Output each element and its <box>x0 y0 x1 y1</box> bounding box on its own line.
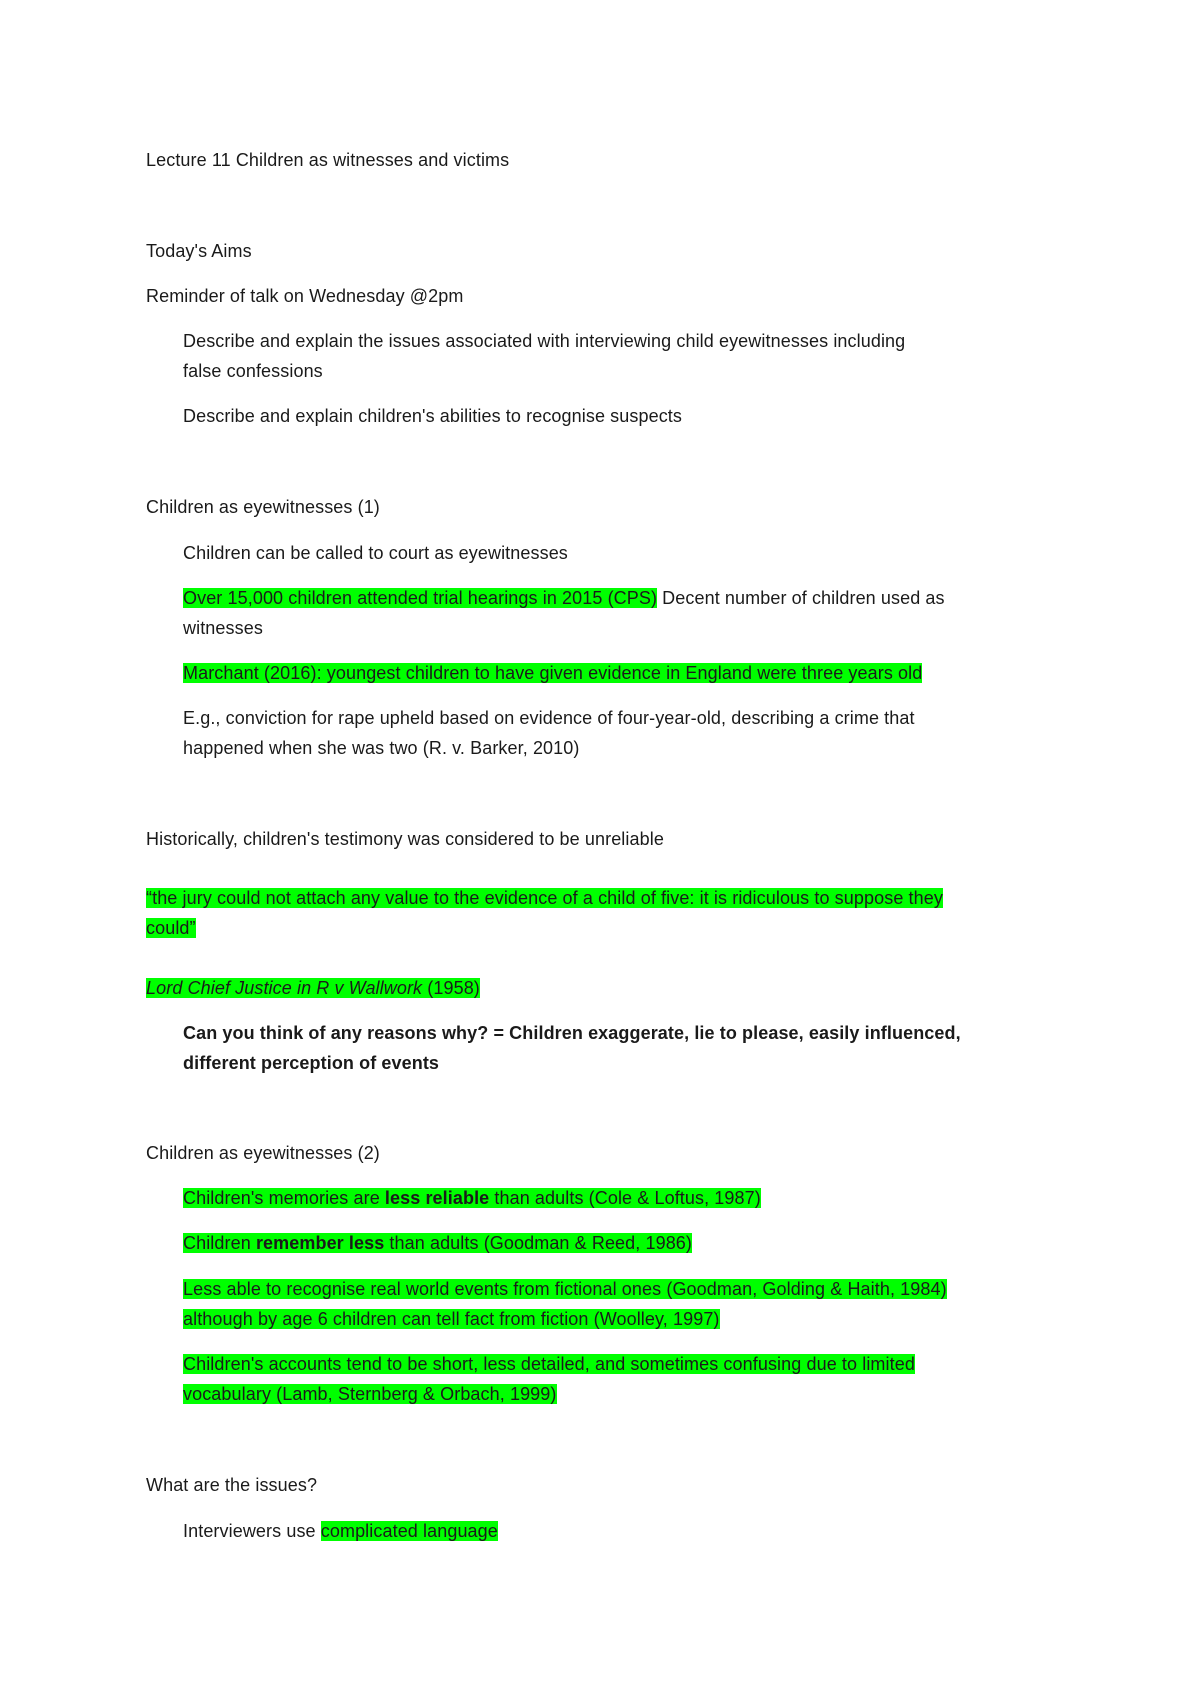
section-4-point-1 <box>183 1516 498 1546</box>
section-1-point-2-line-2: witnesses <box>183 618 263 638</box>
section-1-point-1: Children can be called to court as eyewitnesses <box>183 543 568 563</box>
section-1-point-2-line-1 <box>183 583 945 613</box>
document-title: Lecture 11 Children as witnesses and victims <box>146 150 510 170</box>
question-line-1: Can you think of any reasons why? = Children exaggerate, lie to please, easily influenced, <box>183 1023 961 1043</box>
section-1-point-4-line-1: E.g., conviction for rape upheld based on evidence of four-year-old, describing a crime that <box>183 708 915 728</box>
section-4-heading: What are the issues? <box>146 1475 318 1495</box>
aims-reminder: Reminder of talk on Wednesday @2pm <box>146 286 464 306</box>
section-3-point-4-line-2 <box>183 1379 557 1409</box>
quote-line-1 <box>146 883 943 913</box>
highlight: although by age 6 children can tell fact from fiction (Woolley, 1997) <box>183 1309 720 1329</box>
highlight: Children's accounts tend to be short, less detailed, and sometimes confusing due to limited <box>183 1354 915 1374</box>
text-run: Decent number of children used as <box>657 588 945 608</box>
highlight <box>146 978 480 998</box>
highlight: complicated language <box>320 1521 498 1541</box>
section-3-point-4-line-1 <box>183 1349 915 1379</box>
highlight: Less able to recognise real world events from fictional ones (Goodman, Golding & Haith, 1984) <box>183 1279 947 1299</box>
aims-heading: Today's Aims <box>146 241 252 261</box>
highlight <box>183 1233 692 1253</box>
attribution-name: Lord Chief Justice in R v Wallwork <box>146 978 423 998</box>
highlight: could” <box>146 918 196 938</box>
text-run: Interviewers use <box>183 1521 321 1541</box>
section-3-point-1 <box>183 1183 761 1213</box>
section-3-point-3-line-1 <box>183 1274 947 1304</box>
highlight: Marchant (2016): youngest children to have given evidence in England were three years old <box>183 663 923 683</box>
attribution-year: (1958) <box>422 978 480 998</box>
highlight <box>183 1188 761 1208</box>
text-run-bold: less reliable <box>384 1188 490 1208</box>
section-1-heading: Children as eyewitnesses (1) <box>146 497 380 517</box>
section-3-point-2 <box>183 1228 692 1258</box>
text-run: than adults (Cole & Loftus, 1987) <box>489 1188 761 1208</box>
highlight: Over 15,000 children attended trial hearings in 2015 (CPS) <box>183 588 658 608</box>
highlight: vocabulary (Lamb, Sternberg & Orbach, 1999) <box>183 1384 557 1404</box>
quote-attribution <box>146 973 480 1003</box>
aim-2: Describe and explain children's abilities to recognise suspects <box>183 406 682 426</box>
question-line-2: different perception of events <box>183 1053 440 1073</box>
section-1-point-4-line-2: happened when she was two (R. v. Barker, 2010) <box>183 738 580 758</box>
section-3-point-3-line-2 <box>183 1304 720 1334</box>
aim-1-line-1: Describe and explain the issues associated with interviewing child eyewitnesses including <box>183 331 906 351</box>
aim-1-line-2: false confessions <box>183 361 323 381</box>
text-run: Children's memories are <box>183 1188 385 1208</box>
highlight: “the jury could not attach any value to the evidence of a child of five: it is ridiculous to suppose they <box>146 888 943 908</box>
quote-line-2 <box>146 913 196 943</box>
section-3-heading: Children as eyewitnesses (2) <box>146 1143 380 1163</box>
section-2-heading: Historically, children's testimony was considered to be unreliable <box>146 829 664 849</box>
section-1-point-3 <box>183 658 922 688</box>
text-run: than adults (Goodman & Reed, 1986) <box>384 1233 693 1253</box>
text-run: Children <box>183 1233 256 1253</box>
text-run-bold: remember less <box>255 1233 385 1253</box>
